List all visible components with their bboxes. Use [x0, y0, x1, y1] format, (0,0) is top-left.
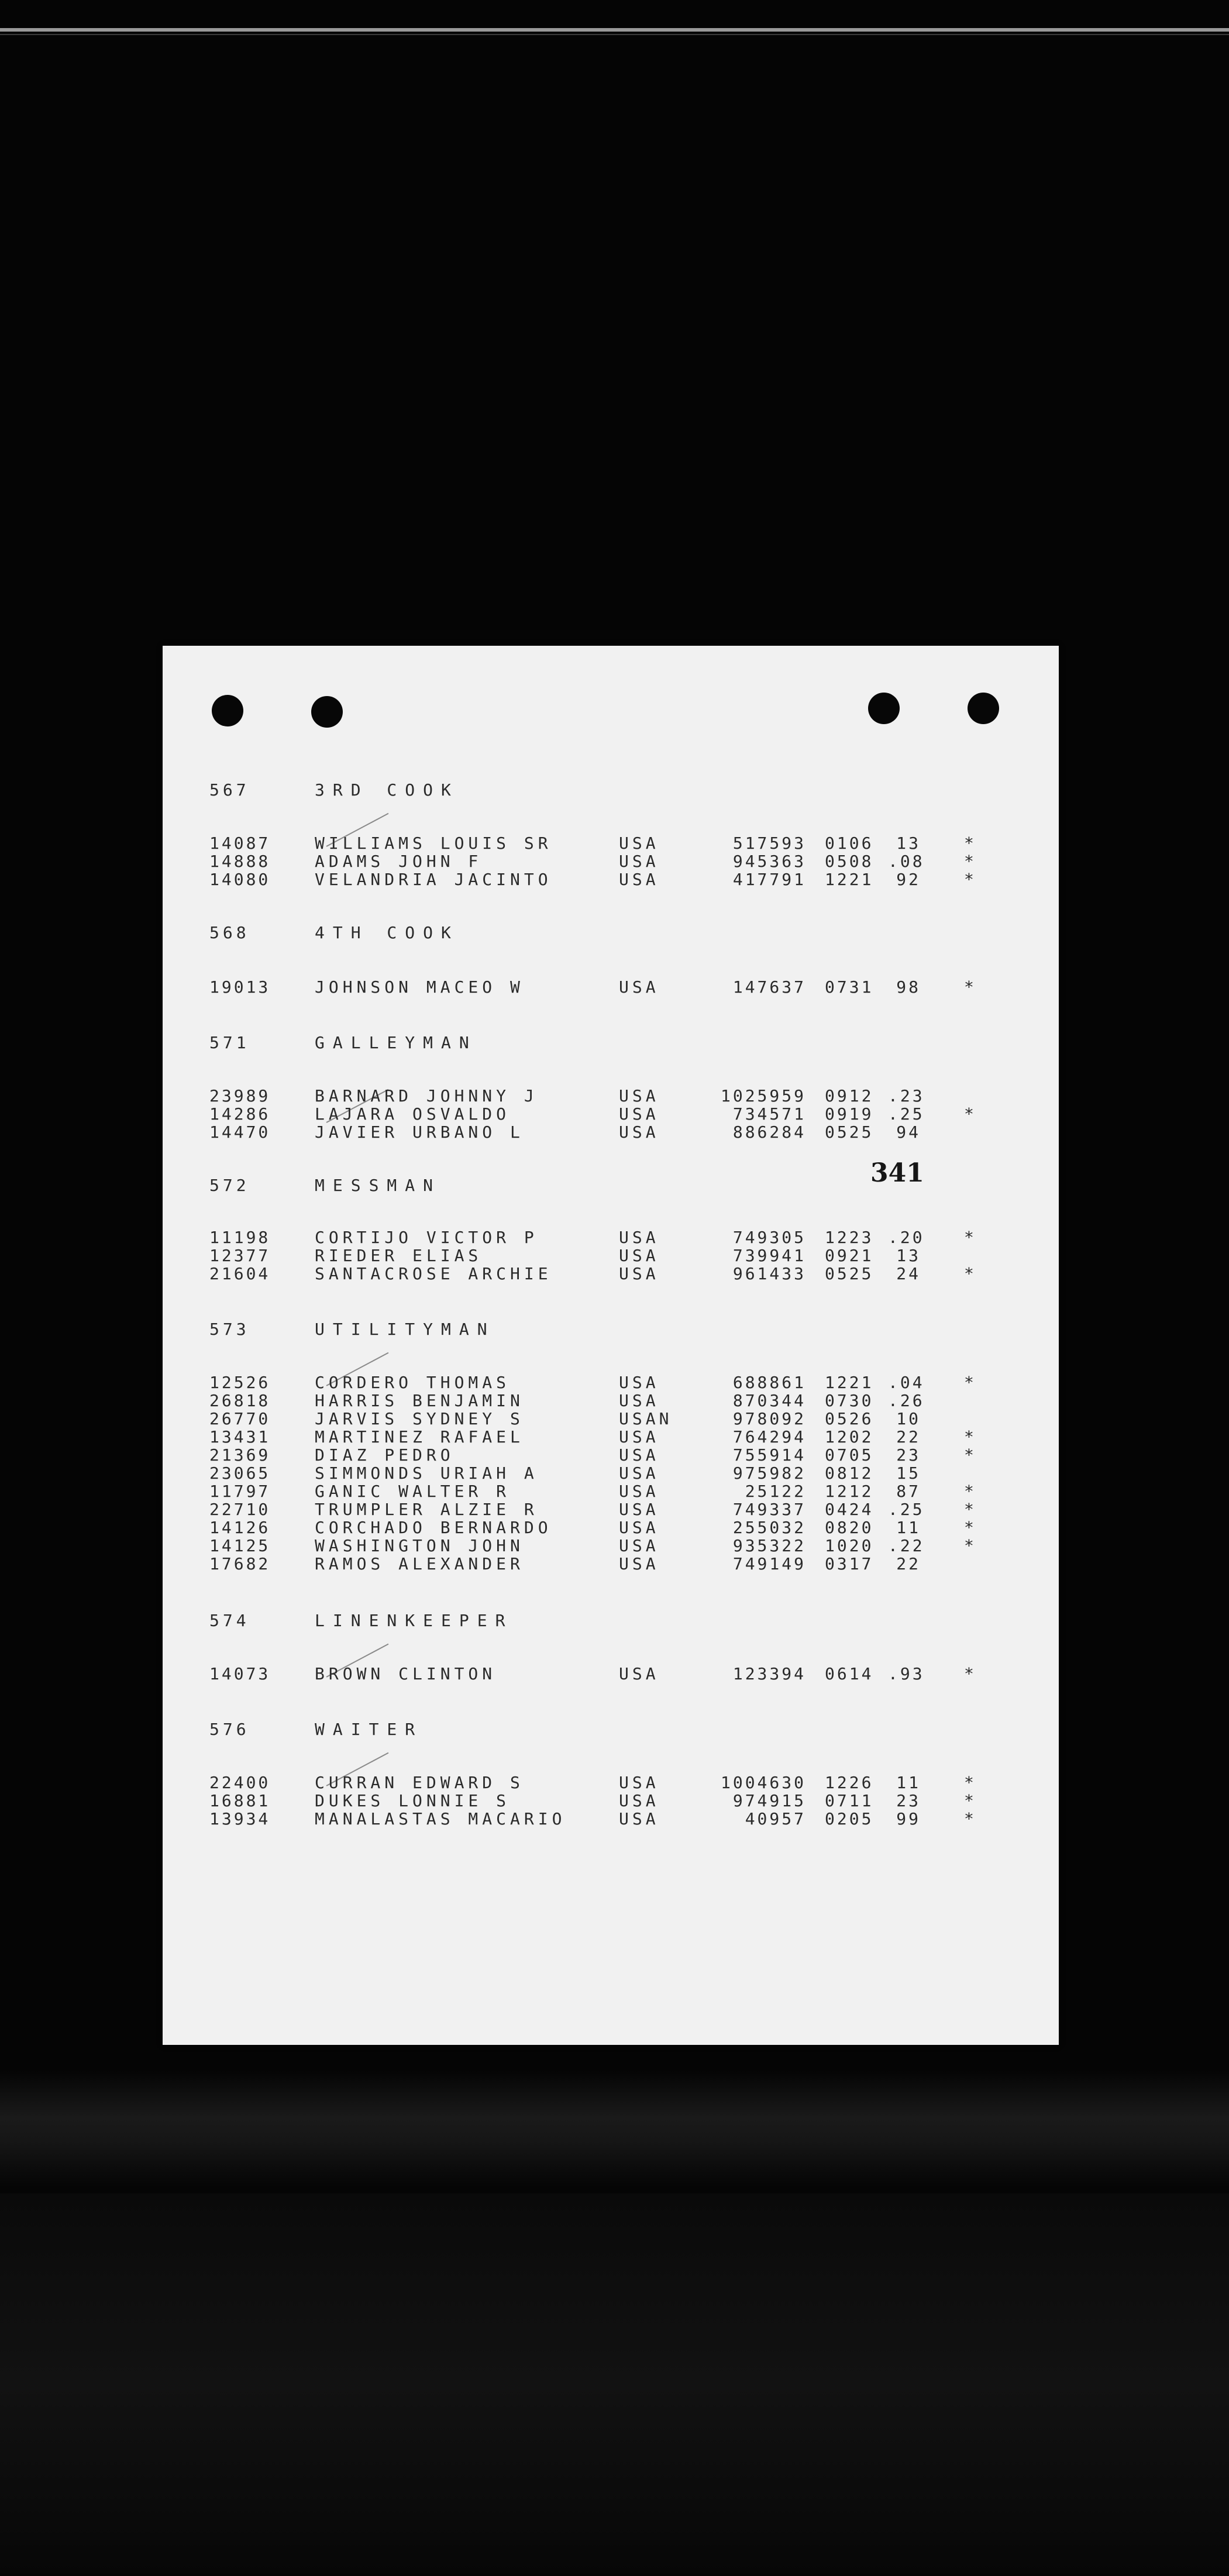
punch-hole — [311, 696, 343, 728]
code-number: 98 — [896, 977, 921, 997]
id-number: 870344 — [732, 1391, 806, 1410]
crew-number: 14073 — [209, 1664, 271, 1683]
table-row — [209, 1537, 1058, 1555]
id-number: 739941 — [732, 1246, 806, 1265]
section-title: WAITER — [315, 1720, 424, 1739]
citizenship: USA — [619, 1264, 659, 1283]
id-number: 25122 — [745, 1482, 806, 1501]
table-row — [209, 978, 1058, 996]
section-code: 573 — [209, 1320, 250, 1339]
asterisk-mark: * — [964, 870, 974, 889]
crew-name: DIAZ PEDRO — [315, 1445, 455, 1465]
crew-number: 14126 — [209, 1518, 271, 1537]
table-row — [209, 1228, 1058, 1246]
code-number: .26 — [888, 1391, 925, 1410]
table-row — [209, 1500, 1058, 1518]
citizenship: USA — [619, 1228, 659, 1247]
table-row — [209, 1482, 1058, 1500]
date-code: 0912 — [825, 1086, 874, 1106]
code-number: .04 — [888, 1373, 925, 1392]
id-number: 734571 — [732, 1104, 806, 1124]
date-code: 0525 — [825, 1122, 874, 1142]
asterisk-mark: * — [964, 1264, 974, 1283]
code-number: 23 — [896, 1445, 921, 1465]
id-number: 123394 — [732, 1664, 806, 1683]
crew-name: LAJARA OSVALDO — [315, 1104, 511, 1124]
section-code: 571 — [209, 1033, 250, 1052]
code-number: .25 — [888, 1104, 925, 1124]
citizenship: USA — [619, 1773, 659, 1792]
crew-name: DUKES LONNIE S — [315, 1791, 511, 1810]
crew-number: 13431 — [209, 1427, 271, 1447]
section-heading — [209, 1320, 495, 1339]
code-number: 22 — [896, 1554, 921, 1573]
punch-hole — [968, 693, 999, 724]
table-row — [209, 1773, 1058, 1792]
id-number: 945363 — [732, 852, 806, 871]
crew-number: 14080 — [209, 870, 271, 889]
code-number: 94 — [896, 1122, 921, 1142]
table-row — [209, 1087, 1058, 1105]
section-code: 576 — [209, 1720, 250, 1739]
date-code: 0205 — [825, 1809, 874, 1828]
asterisk-mark: * — [964, 1773, 974, 1792]
asterisk-mark: * — [964, 1104, 974, 1124]
date-code: 0614 — [825, 1664, 874, 1683]
section-title: LINENKEEPER — [315, 1611, 514, 1630]
table-row — [209, 1792, 1058, 1810]
section-title: 3RD COOK — [315, 780, 459, 800]
citizenship: USA — [619, 1445, 659, 1465]
id-number: 961433 — [732, 1264, 806, 1283]
section-heading — [209, 1176, 441, 1195]
citizenship: USA — [619, 1664, 659, 1683]
id-number: 935322 — [732, 1536, 806, 1555]
film-top-line-shadow — [0, 34, 1229, 35]
id-number: 40957 — [745, 1809, 806, 1828]
asterisk-mark: * — [964, 1500, 974, 1519]
date-code: 0525 — [825, 1264, 874, 1283]
date-code: 0317 — [825, 1554, 874, 1573]
id-number: 975982 — [732, 1463, 806, 1483]
table-row — [209, 1810, 1058, 1828]
film-lower-area — [0, 2193, 1229, 2574]
id-number: 974915 — [732, 1791, 806, 1810]
date-code: 0508 — [825, 852, 874, 871]
citizenship: USA — [619, 1554, 659, 1573]
crew-number: 14286 — [209, 1104, 271, 1124]
date-code: 0730 — [825, 1391, 874, 1410]
table-row — [209, 1464, 1058, 1482]
crew-number: 22710 — [209, 1500, 271, 1519]
date-code: 0705 — [825, 1445, 874, 1465]
table-row — [209, 1446, 1058, 1464]
crew-number: 11198 — [209, 1228, 271, 1247]
code-number: 99 — [896, 1809, 921, 1828]
citizenship: USA — [619, 1427, 659, 1447]
id-number: 755914 — [732, 1445, 806, 1465]
crew-name: SANTACROSE ARCHIE — [315, 1264, 552, 1283]
citizenship: USAN — [619, 1409, 673, 1428]
code-number: 15 — [896, 1463, 921, 1483]
citizenship: USA — [619, 1246, 659, 1265]
crew-name: GANIC WALTER R — [315, 1482, 511, 1501]
asterisk-mark: * — [964, 1482, 974, 1501]
crew-name: JARVIS SYDNEY S — [315, 1409, 524, 1428]
asterisk-mark: * — [964, 1228, 974, 1247]
table-row — [209, 1410, 1058, 1428]
citizenship: USA — [619, 1373, 659, 1392]
asterisk-mark: * — [964, 977, 974, 997]
citizenship: USA — [619, 1122, 659, 1142]
table-row — [209, 870, 1058, 888]
crew-number: 17682 — [209, 1554, 271, 1573]
section-code: 572 — [209, 1176, 250, 1195]
table-row — [209, 1392, 1058, 1410]
punch-hole — [212, 695, 243, 726]
date-code: 0812 — [825, 1463, 874, 1483]
citizenship: USA — [619, 1809, 659, 1828]
table-row — [209, 834, 1058, 852]
crew-name: RAMOS ALEXANDER — [315, 1554, 524, 1573]
section-rows — [209, 1087, 1058, 1141]
citizenship: USA — [619, 977, 659, 997]
date-code: 0820 — [825, 1518, 874, 1537]
section-rows — [209, 1665, 1058, 1683]
section-rows — [209, 834, 1058, 888]
crew-name: CORCHADO BERNARDO — [315, 1518, 552, 1537]
date-code: 0106 — [825, 834, 874, 853]
crew-number: 23065 — [209, 1463, 271, 1483]
crew-name: CURRAN EDWARD S — [315, 1773, 524, 1792]
code-number: 13 — [896, 834, 921, 853]
date-code: 0921 — [825, 1246, 874, 1265]
citizenship: USA — [619, 852, 659, 871]
asterisk-mark: * — [964, 1664, 974, 1683]
crew-number: 23989 — [209, 1086, 271, 1106]
crew-number: 21369 — [209, 1445, 271, 1465]
punch-hole — [868, 693, 900, 724]
id-number: 417791 — [732, 870, 806, 889]
citizenship: USA — [619, 1791, 659, 1810]
date-code: 0526 — [825, 1409, 874, 1428]
code-number: 87 — [896, 1482, 921, 1501]
code-number: 11 — [896, 1518, 921, 1537]
citizenship: USA — [619, 834, 659, 853]
asterisk-mark: * — [964, 1373, 974, 1392]
section-code: 574 — [209, 1611, 250, 1630]
code-number: .08 — [888, 852, 925, 871]
date-code: 1202 — [825, 1427, 874, 1447]
crew-number: 26770 — [209, 1409, 271, 1428]
id-number: 749305 — [732, 1228, 806, 1247]
section-code: 568 — [209, 923, 250, 942]
id-number: 255032 — [732, 1518, 806, 1537]
table-row — [209, 1555, 1058, 1573]
code-number: .93 — [888, 1664, 925, 1683]
crew-number: 12526 — [209, 1373, 271, 1392]
crew-name: CORDERO THOMAS — [315, 1373, 511, 1392]
code-number: 92 — [896, 870, 921, 889]
crew-name: HARRIS BENJAMIN — [315, 1391, 524, 1410]
asterisk-mark: * — [964, 1809, 974, 1828]
date-code: 0424 — [825, 1500, 874, 1519]
crew-name: BARNARD JOHNNY J — [315, 1086, 538, 1106]
date-code: 1223 — [825, 1228, 874, 1247]
section-title: MESSMAN — [315, 1176, 442, 1195]
asterisk-mark: * — [964, 1518, 974, 1537]
section-heading — [209, 1033, 477, 1052]
citizenship: USA — [619, 1500, 659, 1519]
id-number: 517593 — [732, 834, 806, 853]
id-number: 749149 — [732, 1554, 806, 1573]
code-number: .20 — [888, 1228, 925, 1247]
crew-number: 14087 — [209, 834, 271, 853]
table-row — [209, 1373, 1058, 1392]
crew-name: ADAMS JOHN F — [315, 852, 483, 871]
crew-name: JAVIER URBANO L — [315, 1122, 524, 1142]
section-code: 567 — [209, 780, 250, 800]
id-number: 688861 — [732, 1373, 806, 1392]
section-heading — [209, 923, 459, 942]
code-number: .23 — [888, 1086, 925, 1106]
citizenship: USA — [619, 1482, 659, 1501]
code-number: 11 — [896, 1773, 921, 1792]
asterisk-mark: * — [964, 1536, 974, 1555]
id-number: 764294 — [732, 1427, 806, 1447]
code-number: .22 — [888, 1536, 925, 1555]
id-number: 1004630 — [720, 1773, 806, 1792]
film-band — [0, 2071, 1229, 2188]
code-number: 13 — [896, 1246, 921, 1265]
table-row — [209, 1246, 1058, 1265]
table-row — [209, 1428, 1058, 1446]
section-heading — [209, 780, 459, 800]
table-row — [209, 1105, 1058, 1123]
id-number: 147637 — [732, 977, 806, 997]
date-code: 0731 — [825, 977, 874, 997]
page-number-stamp: 341 — [870, 1158, 924, 1188]
citizenship: USA — [619, 1518, 659, 1537]
crew-number: 12377 — [209, 1246, 271, 1265]
crew-name: CORTIJO VICTOR P — [315, 1228, 538, 1247]
section-rows — [209, 1228, 1058, 1283]
film-top-line — [0, 28, 1229, 32]
crew-number: 19013 — [209, 977, 271, 997]
code-number: 10 — [896, 1409, 921, 1428]
table-row — [209, 1518, 1058, 1537]
section-rows — [209, 978, 1058, 996]
date-code: 1212 — [825, 1482, 874, 1501]
crew-number: 16881 — [209, 1791, 271, 1810]
section-heading — [209, 1720, 423, 1739]
id-number: 886284 — [732, 1122, 806, 1142]
table-row — [209, 1265, 1058, 1283]
asterisk-mark: * — [964, 1427, 974, 1447]
date-code: 1020 — [825, 1536, 874, 1555]
code-number: .25 — [888, 1500, 925, 1519]
crew-number: 21604 — [209, 1264, 271, 1283]
id-number: 1025959 — [720, 1086, 806, 1106]
crew-number: 14470 — [209, 1122, 271, 1142]
crew-number: 22400 — [209, 1773, 271, 1792]
crew-name: TRUMPLER ALZIE R — [315, 1500, 538, 1519]
id-number: 749337 — [732, 1500, 806, 1519]
section-heading — [209, 1611, 513, 1630]
table-row — [209, 1123, 1058, 1141]
table-row — [209, 1665, 1058, 1683]
asterisk-mark: * — [964, 1791, 974, 1810]
crew-name: RIEDER ELIAS — [315, 1246, 483, 1265]
crew-number: 26818 — [209, 1391, 271, 1410]
date-code: 1221 — [825, 870, 874, 889]
section-title: UTILITYMAN — [315, 1320, 495, 1339]
code-number: 22 — [896, 1427, 921, 1447]
section-title: 4TH COOK — [315, 923, 459, 942]
citizenship: USA — [619, 1391, 659, 1410]
crew-number: 14125 — [209, 1536, 271, 1555]
citizenship: USA — [619, 1463, 659, 1483]
date-code: 1226 — [825, 1773, 874, 1792]
crew-name: VELANDRIA JACINTO — [315, 870, 552, 889]
crew-name: MANALASTAS MACARIO — [315, 1809, 566, 1828]
section-title: GALLEYMAN — [315, 1033, 477, 1052]
table-row — [209, 852, 1058, 870]
crew-name: WASHINGTON JOHN — [315, 1536, 524, 1555]
crew-number: 13934 — [209, 1809, 271, 1828]
citizenship: USA — [619, 1086, 659, 1106]
crew-name: WILLIAMS LOUIS SR — [315, 834, 552, 853]
code-number: 23 — [896, 1791, 921, 1810]
date-code: 0919 — [825, 1104, 874, 1124]
crew-name: BROWN CLINTON — [315, 1664, 497, 1683]
asterisk-mark: * — [964, 1445, 974, 1465]
date-code: 1221 — [825, 1373, 874, 1392]
citizenship: USA — [619, 1104, 659, 1124]
crew-number: 11797 — [209, 1482, 271, 1501]
citizenship: USA — [619, 1536, 659, 1555]
section-rows — [209, 1373, 1058, 1573]
crew-number: 14888 — [209, 852, 271, 871]
date-code: 0711 — [825, 1791, 874, 1810]
document-page — [163, 646, 1059, 2045]
code-number: 24 — [896, 1264, 921, 1283]
crew-name: MARTINEZ RAFAEL — [315, 1427, 524, 1447]
crew-name: SIMMONDS URIAH A — [315, 1463, 538, 1483]
asterisk-mark: * — [964, 834, 974, 853]
citizenship: USA — [619, 870, 659, 889]
id-number: 978092 — [732, 1409, 806, 1428]
section-rows — [209, 1773, 1058, 1828]
asterisk-mark: * — [964, 852, 974, 871]
crew-name: JOHNSON MACEO W — [315, 977, 524, 997]
